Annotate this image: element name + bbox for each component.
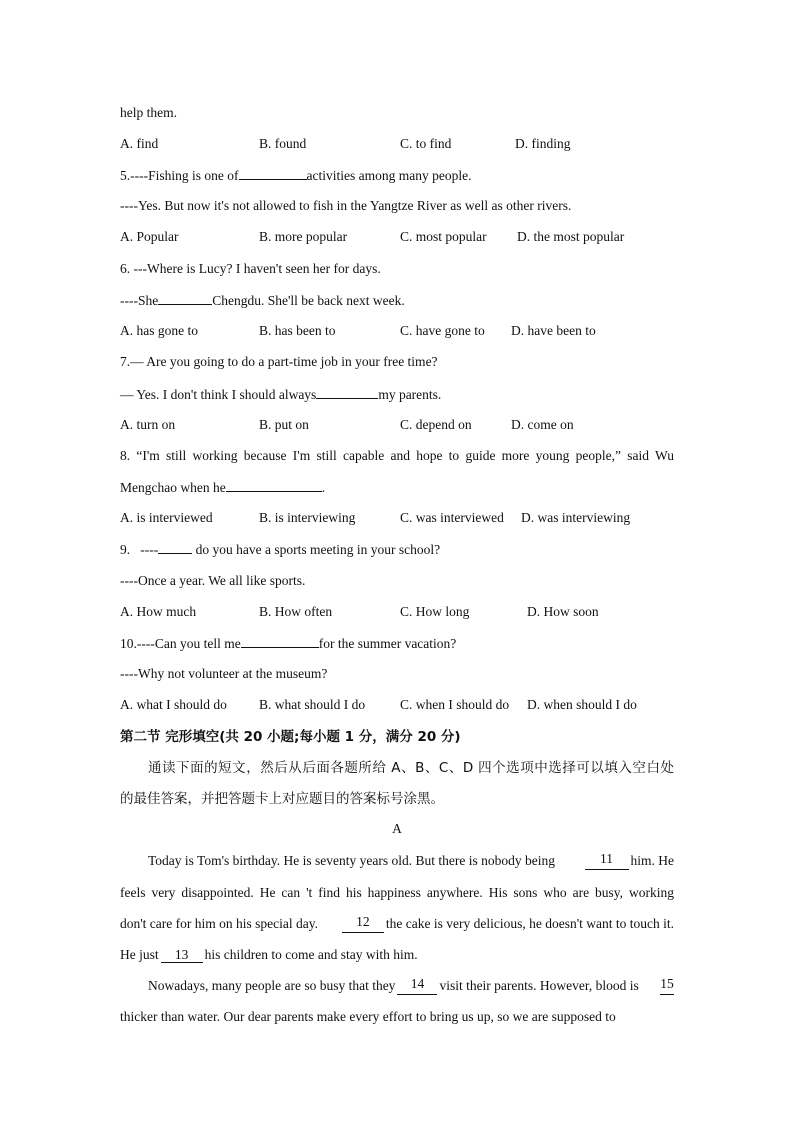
q5-stem-end: activities among many people. — [306, 168, 472, 183]
passage-text: the cake is very delicious, he doesn't want to touch it. — [385, 916, 674, 931]
q8-cont-start: Mengchao when he — [120, 480, 226, 495]
passage-line-3 — [120, 915, 674, 933]
blank-11: 11 — [585, 852, 629, 870]
passage-label: A — [392, 821, 402, 836]
passage-line-4 — [120, 946, 418, 964]
instructions-line-2: 的最佳答案，并把答题卡上对应题目的答案标号涂黑。 — [120, 791, 444, 807]
answer-blank — [158, 291, 212, 305]
option-d: D. the most popular — [517, 229, 625, 244]
option-c: C. How long — [400, 604, 470, 619]
q6-reply-end: Chengdu. She'll be back next week. — [212, 293, 405, 308]
q9-stem-end: do you have a sports meeting in your school? — [192, 542, 441, 557]
option-d: D. have been to — [511, 323, 596, 338]
option-d: D. How soon — [527, 604, 599, 619]
option-a: A. Popular — [120, 229, 179, 244]
blank-15: 15 — [660, 977, 674, 995]
option-c: C. have gone to — [400, 323, 485, 338]
q7-stem: 7.— Are you going to do a part-time job in your free time? — [120, 354, 438, 369]
passage-text: He just — [120, 947, 159, 962]
passage-line-1 — [148, 852, 674, 870]
blank-12: 12 — [342, 915, 384, 933]
option-b: B. more popular — [259, 229, 348, 244]
q7-reply-end: my parents. — [378, 387, 442, 402]
answer-blank — [158, 540, 192, 554]
option-c: C. when I should do — [400, 697, 510, 712]
option-d: D. finding — [515, 136, 571, 151]
answer-blank — [226, 478, 322, 492]
q9-reply: ----Once a year. We all like sports. — [120, 573, 306, 588]
q10-reply: ----Why not volunteer at the museum? — [120, 666, 328, 681]
option-b: B. has been to — [259, 323, 336, 338]
q8-continuation — [120, 478, 325, 497]
q7-reply-start: — Yes. I don't think I should always — [120, 387, 317, 402]
option-a: A. How much — [120, 604, 197, 619]
passage-text: Today is Tom's birthday. He is seventy years old. But there is nobody being — [148, 853, 555, 868]
option-b: B. found — [259, 136, 307, 151]
instructions-line-1: 通读下面的短文，然后从后面各题所给 A、B、C、D 四个选项中选择可以填入空白处 — [148, 760, 674, 776]
option-c: C. most popular — [400, 229, 487, 244]
answer-blank — [316, 385, 378, 399]
passage-text: Nowadays, many people are so busy that they — [148, 978, 396, 993]
section-heading: 第二节 完形填空(共 20 小题;每小题 1 分，满分 20 分) — [120, 729, 461, 745]
q5-reply: ----Yes. But now it's not allowed to fish in the Yangtze River as well as other rivers. — [120, 198, 572, 213]
option-b: B. what should I do — [259, 697, 366, 712]
passage-text: him. He — [630, 853, 674, 868]
passage-line-6: thicker than water. Our dear parents make every effort to bring us up, so we are supposed to — [120, 1009, 616, 1024]
answer-blank — [241, 634, 319, 648]
option-d: D. come on — [511, 417, 574, 432]
option-a: A. is interviewed — [120, 510, 213, 525]
q6-stem: 6. ---Where is Lucy? I haven't seen her for days. — [120, 261, 381, 276]
q8-stem: 8. “I'm still working because I'm still capable and hope to guide more young people,” said Wu — [120, 448, 674, 463]
option-a: A. has gone to — [120, 323, 198, 338]
q9-stem-start: 9. ---- — [120, 542, 159, 557]
option-b: B. put on — [259, 417, 309, 432]
option-c: C. to find — [400, 136, 452, 151]
q10-stem-end: for the summer vacation? — [318, 636, 457, 651]
q5-stem — [120, 166, 471, 185]
option-d: D. was interviewing — [521, 510, 631, 525]
q9-stem — [120, 540, 440, 559]
blank-13: 13 — [161, 948, 203, 963]
blank-14: 14 — [397, 977, 437, 995]
passage-line-5 — [148, 977, 674, 995]
q6-reply-start: ----She — [120, 293, 159, 308]
option-b: B. How often — [259, 604, 333, 619]
q10-stem-start: 10.----Can you tell me — [120, 636, 241, 651]
q8-cont-end: . — [321, 480, 326, 495]
answer-blank — [239, 166, 307, 180]
passage-line-2: feels very disappointed. He can 't find his happiness anywhere. His sons who are busy, working — [120, 885, 674, 900]
passage-text: don't care for him on his special day. — [120, 916, 318, 931]
option-b: B. is interviewing — [259, 510, 356, 525]
q10-stem — [120, 634, 456, 653]
passage-text: his children to come and stay with him. — [204, 947, 418, 962]
q4-tail: help them. — [120, 105, 177, 120]
option-c: C. was interviewed — [400, 510, 504, 525]
option-a: A. turn on — [120, 417, 176, 432]
q6-reply — [120, 291, 405, 310]
q5-stem-start: 5.----Fishing is one of — [120, 168, 239, 183]
option-a: A. find — [120, 136, 159, 151]
option-c: C. depend on — [400, 417, 472, 432]
option-d: D. when should I do — [527, 697, 637, 712]
q7-reply — [120, 385, 441, 404]
passage-text: visit their parents. However, blood is — [439, 978, 639, 993]
option-a: A. what I should do — [120, 697, 227, 712]
